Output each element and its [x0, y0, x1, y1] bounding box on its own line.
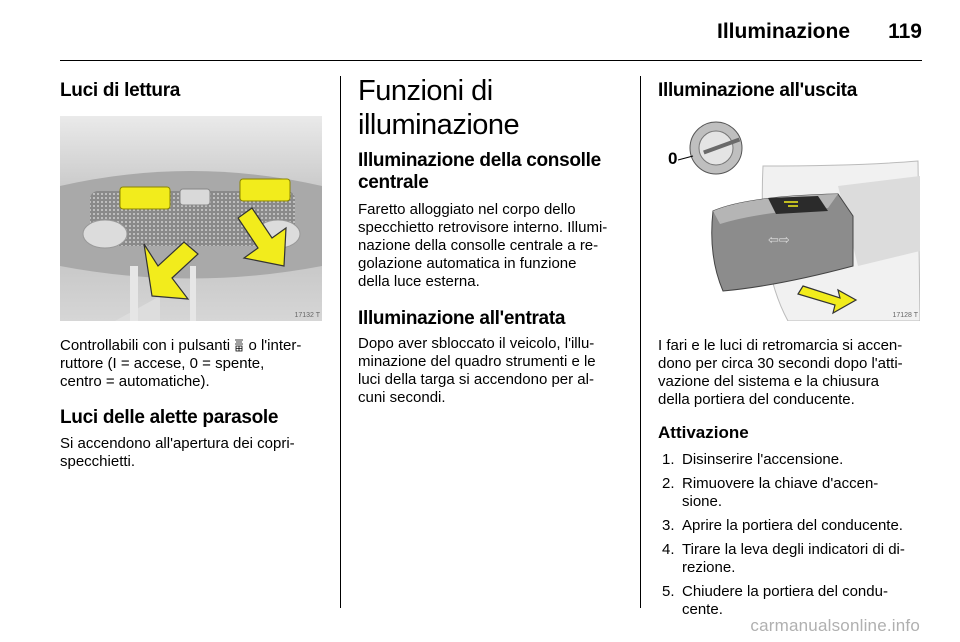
figure-exit-lighting [658, 116, 920, 321]
list-item: 2. Rimuovere la chiave d'accen- sione. [662, 475, 879, 510]
heading-entry-lighting: Illuminazione all'entrata [358, 308, 566, 329]
position-zero-label: 0 [668, 149, 678, 168]
reading-lights-text: Controllabili con i pulsanti o l'inter- ruttore (I = accese, 0 = spente, centro = automatiche). [60, 337, 302, 390]
turn-signal-symbol: ⇦⇨ [768, 233, 790, 248]
figure-number: 17132 T [294, 312, 320, 319]
heading-exit-lighting: Illuminazione all'uscita [658, 80, 857, 101]
reading-lights-illustration [60, 116, 322, 321]
list-item: 4. Tirare la leva degli indicatori di di- rezione. [662, 541, 905, 576]
column-reading-lights [60, 70, 322, 471]
column-lighting-functions [358, 70, 620, 407]
heading-reading-lights: Luci di lettura [60, 80, 181, 101]
list-item: 5. Chiudere la portiera del condu- cente. [662, 583, 888, 618]
heading-console-lighting: Illuminazione della consolle centrale [358, 150, 601, 193]
figure-reading-lights [60, 116, 322, 321]
watermark: carmanualsonline.info [750, 616, 920, 635]
turn-signal-lever-illustration [658, 116, 920, 321]
heading-activation: Attivazione [658, 423, 749, 442]
list-item: 3. Aprire la portiera del conducente. [662, 517, 903, 534]
column-exit-lighting [658, 70, 922, 625]
page-number: 119 [888, 20, 922, 43]
chapter-title: Illuminazione [716, 20, 850, 43]
figure-number: 17128 T [892, 312, 918, 319]
exit-lighting-text: I fari e le luci di retromarcia si accen- dono per circa 30 secondi dopo l'atti- vazione del sistema e la chiusura della portiera del conducente. [658, 337, 903, 408]
heading-sun-visor-lights: Luci delle alette parasole [60, 407, 279, 428]
section-title: Funzioni di illuminazione [358, 75, 520, 141]
reading-light-icon [234, 339, 244, 352]
console-lighting-text: Faretto alloggiato nel corpo dello specchietto retrovisore interno. Illumi- nazione della consolle centrale a re- golazione automatica in funzione della luce esterna. [358, 201, 608, 290]
entry-lighting-text: Dopo aver sbloccato il veicolo, l'illu- minazione del quadro strumenti e le luci della targa si accendono per al- cuni secondi. [358, 335, 596, 406]
column-divider [340, 76, 341, 608]
activation-steps [658, 451, 922, 619]
sun-visor-text: Si accendono all'apertura dei copri- specchietti. [60, 435, 295, 470]
page-header [60, 0, 922, 61]
list-item: 1. Disinserire l'accensione. [662, 451, 844, 468]
column-divider [640, 76, 641, 608]
